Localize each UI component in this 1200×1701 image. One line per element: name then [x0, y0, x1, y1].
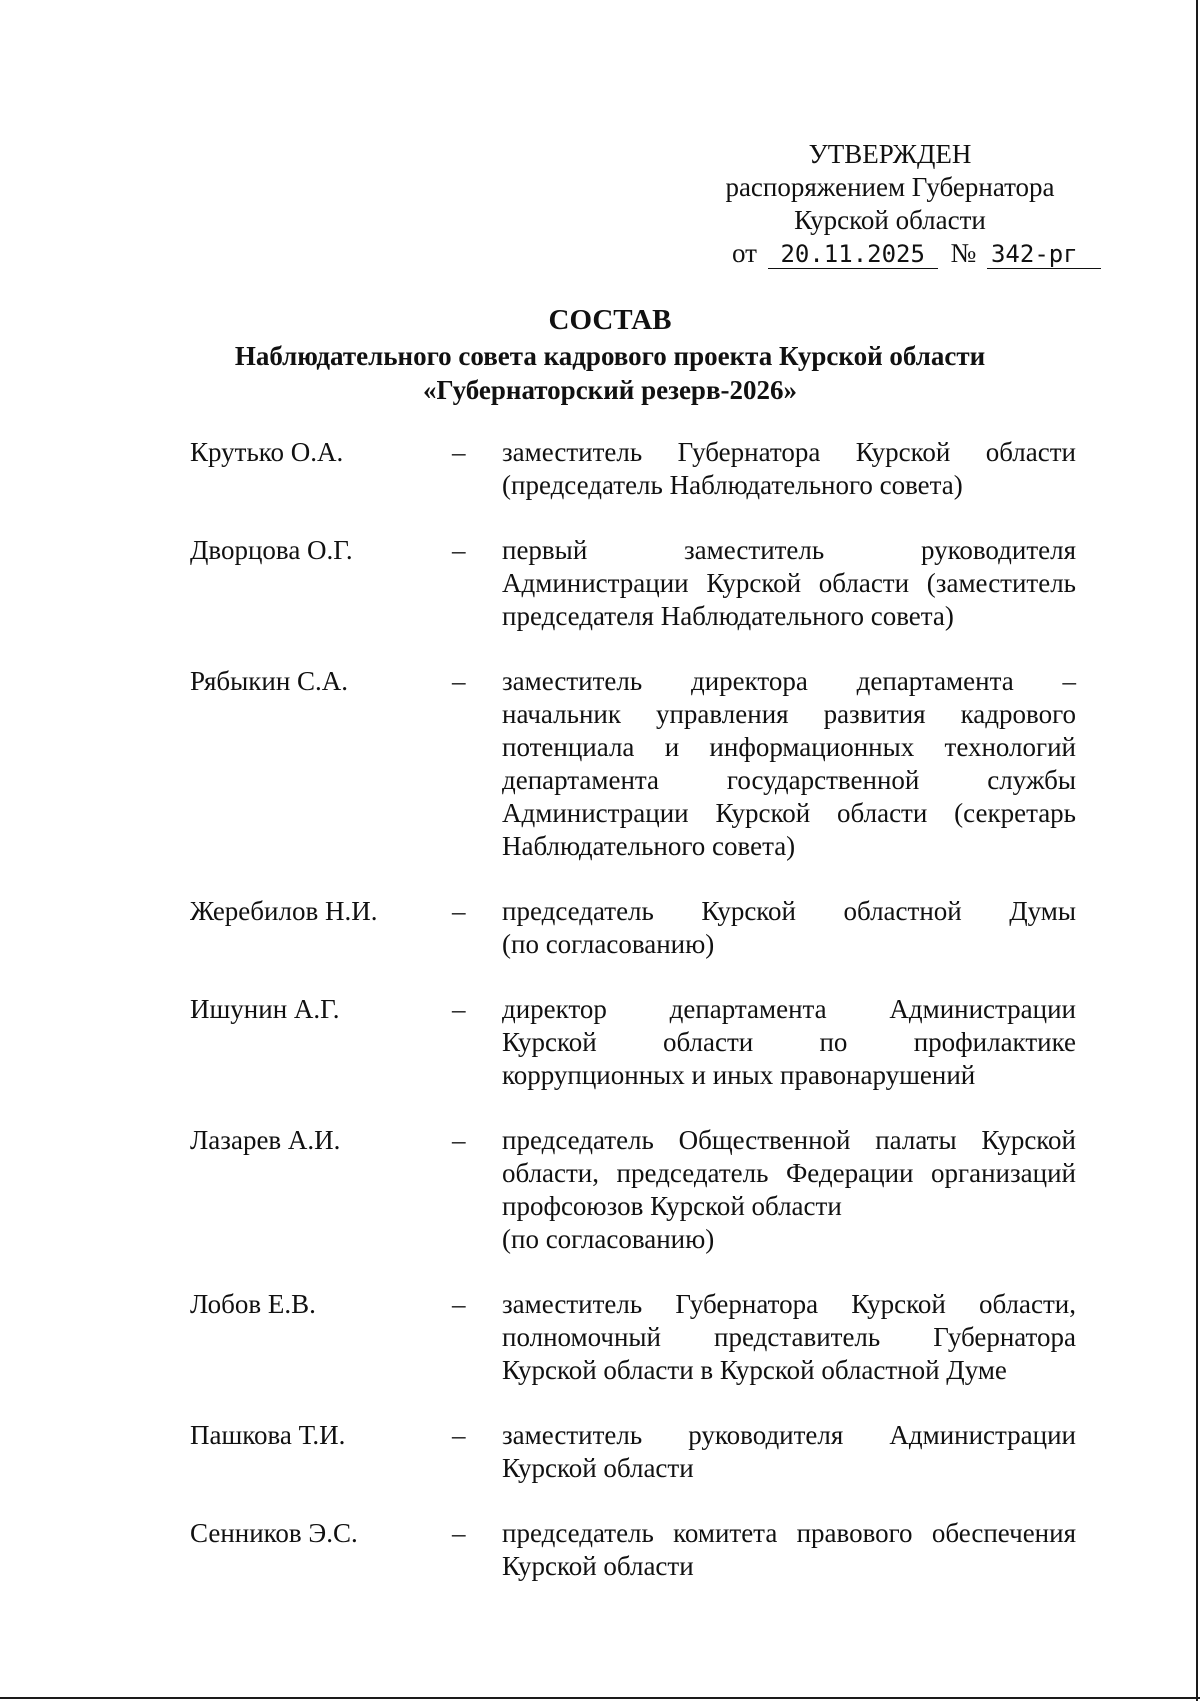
role-line: заместитель Губернатора Курской области: [502, 437, 1076, 467]
role-line: директор департамента Администрации: [502, 994, 1076, 1024]
member-role: [502, 1124, 1076, 1256]
role-line: Администрации Курской области (секретарь: [502, 798, 1076, 828]
role-line: Администрации Курской области (заместитель: [502, 568, 1076, 598]
role-line: Курской области по профилактике: [502, 1027, 1076, 1057]
member-dash: –: [452, 1518, 466, 1548]
role-line: заместитель руководителя Администрации: [502, 1420, 1076, 1450]
member-name: Дворцова О.Г.: [190, 535, 353, 565]
role-line: председатель комитета правового обеспечения: [502, 1518, 1076, 1548]
member-row: [190, 1124, 1080, 1256]
member-row: [190, 665, 1080, 863]
role-line: (по согласованию): [502, 929, 715, 959]
title-subtitle-line2: «Губернаторский резерв-2026»: [422, 375, 798, 405]
member-row: [190, 993, 1080, 1092]
role-line: профсоюзов Курской области: [502, 1191, 842, 1221]
member-dash: –: [452, 1125, 466, 1155]
member-dash: –: [452, 535, 466, 565]
member-name: Ишунин А.Г.: [190, 994, 340, 1024]
approval-stamp: [690, 138, 1090, 270]
page-border-bottom: [0, 1697, 1200, 1699]
role-line: Курской области: [502, 1551, 694, 1581]
role-line: заместитель Губернатора Курской области,: [502, 1289, 1076, 1319]
role-line: Наблюдательного совета): [502, 831, 796, 861]
approval-authority: распоряжением Губернатора: [725, 172, 1055, 202]
member-name: Сенников Э.С.: [190, 1518, 358, 1548]
member-row: [190, 1419, 1080, 1485]
title-heading: СОСТАВ: [548, 304, 672, 336]
role-line: председатель Общественной палаты Курской: [502, 1125, 1076, 1155]
member-name: Пашкова Т.И.: [190, 1420, 346, 1450]
member-role: [502, 895, 1076, 961]
role-line: (по согласованию): [502, 1224, 715, 1254]
member-dash: –: [452, 896, 466, 926]
member-dash: –: [452, 1289, 466, 1319]
role-line: Курской области: [502, 1453, 694, 1483]
member-name: Лобов Е.В.: [190, 1289, 316, 1319]
role-line: председатель Курской областной Думы: [502, 896, 1076, 926]
member-role: [502, 436, 1076, 502]
member-row: [190, 895, 1080, 961]
role-line: Курской области в Курской областной Думе: [502, 1355, 1007, 1385]
member-row: [190, 1288, 1080, 1387]
role-line: председателя Наблюдательного совета): [502, 601, 954, 631]
member-role: [502, 1517, 1076, 1583]
number-prefix: №: [950, 238, 977, 268]
role-line: департамента государственной службы: [502, 765, 1076, 795]
approval-region: Курской области: [794, 205, 986, 235]
approval-date-row: [690, 237, 1090, 270]
title-subtitle-line1: Наблюдательного совета кадрового проекта Курской области: [234, 341, 986, 371]
member-dash: –: [452, 994, 466, 1024]
member-name: Жеребилов Н.И.: [190, 896, 378, 926]
role-line: (председатель Наблюдательного совета): [502, 470, 963, 500]
member-role: [502, 665, 1076, 863]
member-dash: –: [452, 1420, 466, 1450]
member-dash: –: [452, 666, 466, 696]
role-line: полномочный представитель Губернатора: [502, 1322, 1076, 1352]
role-line: потенциала и информационных технологий: [502, 732, 1076, 762]
member-role: [502, 993, 1076, 1092]
member-row: [190, 534, 1080, 633]
member-name: Крутько О.А.: [190, 437, 344, 467]
document-title: [200, 303, 1020, 407]
role-line: области, председатель Федерации организаций: [502, 1158, 1076, 1188]
member-name: Лазарев А.И.: [190, 1125, 341, 1155]
member-role: [502, 1288, 1076, 1387]
approval-status: УТВЕРЖДЕН: [808, 139, 972, 169]
members-list: [190, 436, 1080, 1615]
order-number: 342-рг: [987, 240, 1101, 269]
member-name: Рябыкин С.А.: [190, 666, 349, 696]
role-line: коррупционных и иных правонарушений: [502, 1060, 976, 1090]
member-row: [190, 436, 1080, 502]
order-date: 20.11.2025: [768, 240, 938, 269]
role-line: первый заместитель руководителя: [502, 535, 1076, 565]
member-row: [190, 1517, 1080, 1583]
role-line: заместитель директора департамента –: [502, 666, 1076, 696]
member-role: [502, 534, 1076, 633]
member-role: [502, 1419, 1076, 1485]
page-border-right: [1196, 0, 1198, 1701]
date-prefix: от: [732, 238, 757, 268]
member-dash: –: [452, 437, 466, 467]
role-line: начальник управления развития кадрового: [502, 699, 1076, 729]
